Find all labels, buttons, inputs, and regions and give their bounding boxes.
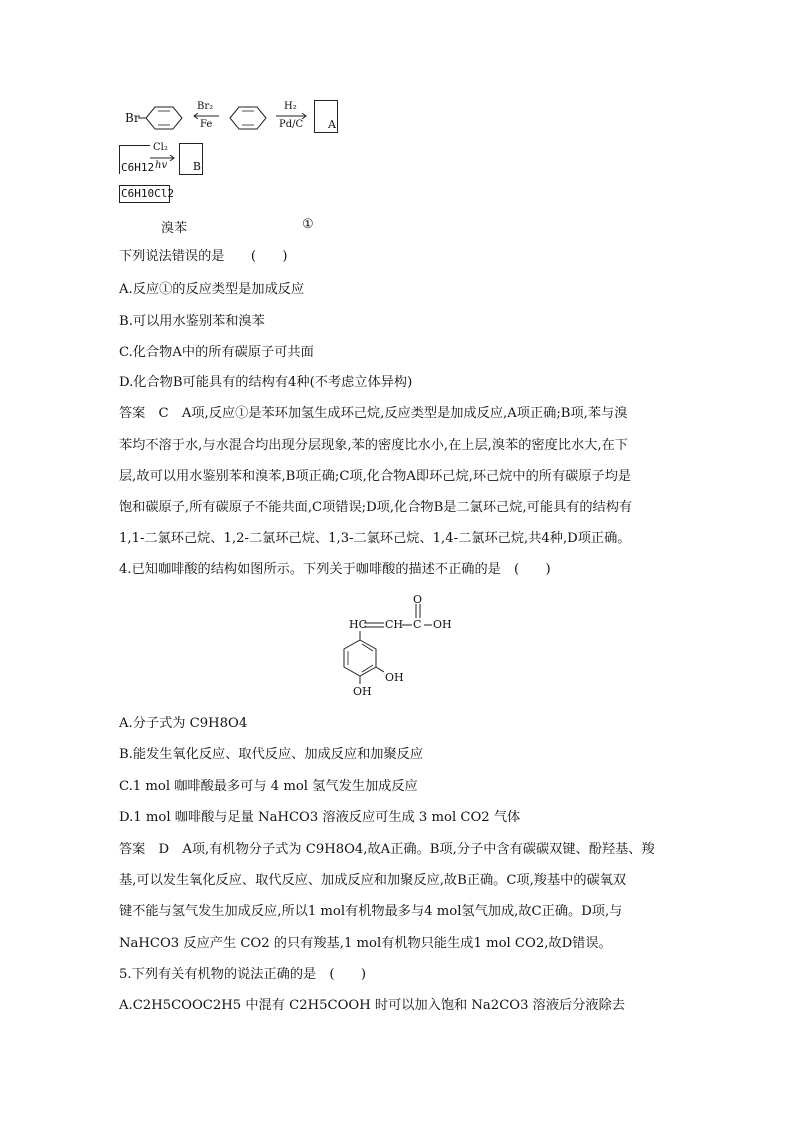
compound-a-label: A	[328, 118, 336, 131]
c6h12-formula: C6H12	[121, 161, 155, 174]
compound-a-box	[314, 100, 338, 133]
h2-reagent: H₂	[284, 101, 297, 112]
bromobenzene-label: 溴苯	[161, 221, 188, 236]
q3-answer-line: 饱和碳原子,所有碳原子不能共面,C项错误;D项,化合物B是二氯环己烷,可能具有的结构有	[119, 500, 633, 515]
compound-b-label: B	[192, 160, 201, 173]
q4-option-c: C.1 mol 咖啡酸最多可与 4 mol 氢气发生加成反应	[119, 779, 418, 794]
q4-stem: 4.已知咖啡酸的结构如图所示。下列关于咖啡酸的描述不正确的是 ( )	[119, 562, 551, 577]
q4-answer-line: 答案 D A项,有机物分子式为 C9H8O4,故A正确。B项,分子中含有碳碳双键、酚羟基、羧	[119, 842, 655, 857]
cl2-reagent: Cl₂	[153, 142, 168, 153]
ring-oh-label: OH	[385, 671, 404, 684]
q4-answer-line: 键不能与氢气发生加成反应,所以1 mol有机物最多与4 mol氢气加成,故C正确。D项,与	[119, 904, 623, 919]
c6h10cl2-formula: C6H10Cl2	[121, 187, 174, 200]
q3-option-b: B.可以用水鉴别苯和溴苯	[119, 314, 265, 329]
ch-label: CH	[385, 618, 404, 631]
reaction-1-label: ①	[302, 217, 314, 232]
bromobenzene-ring-icon	[138, 103, 190, 133]
pdc-catalyst: Pd/C	[279, 119, 304, 130]
q4-option-a: A.分子式为 C9H8O4	[119, 716, 248, 731]
q5-stem: 5.下列有关有机物的说法正确的是 ( )	[119, 967, 367, 982]
q4-option-d: D.1 mol 咖啡酸与足量 NaHCO3 溶液反应可生成 3 mol CO2 气体	[119, 810, 521, 825]
q4-answer-line: 基,可以发生氧化反应、取代反应、加成反应和加聚反应,故B正确。C项,羧基中的碳氧双	[119, 873, 627, 888]
q3-option-d: D.化合物B可能具有的结构有4种(不考虑立体异构)	[119, 375, 413, 390]
q4-option-b: B.能发生氧化反应、取代反应、加成反应和加聚反应	[119, 747, 424, 762]
ring-oh-label: OH	[353, 685, 372, 698]
q3-answer-line: 层,故可以用水鉴别苯和溴苯,B项正确;C项,化合物A即环己烷,环己烷中的所有碳原子均是	[119, 469, 632, 484]
q3-answer-line: 答案 C A项,反应①是苯环加氢生成环己烷,反应类型是加成反应,A项正确;B项,苯与溴	[119, 406, 628, 421]
q3-answer-line: 1,1-二氯环己烷、1,2-二氯环己烷、1,3-二氯环己烷、1,4-二氯环己烷,共4种,D项正确。	[119, 531, 631, 546]
q5-option-a: A.C2H5COOC2H5 中混有 C2H5COOH 时可以加入饱和 Na2CO3 溶液后分液除去	[119, 998, 625, 1013]
q3-answer-line: 苯均不溶于水,与水混合均出现分层现象,苯的密度比水小,在上层,溴苯的密度比水大,在下	[119, 438, 628, 453]
acid-oh-label: OH	[433, 618, 452, 631]
br-label: Br	[125, 111, 140, 125]
benzene-ring-icon	[228, 103, 274, 133]
hv-condition: hv	[155, 160, 168, 171]
fe-catalyst: Fe	[200, 119, 213, 130]
c6h10cl2-box	[119, 185, 174, 203]
carbonyl-o-label: O	[413, 593, 423, 606]
br2-reagent: Br₂	[197, 101, 214, 112]
q3-option-a: A.反应①的反应类型是加成反应	[119, 282, 305, 297]
q3-option-c: C.化合物A中的所有碳原子可共面	[119, 345, 314, 360]
q4-answer-line: NaHCO3 反应产生 CO2 的只有羧基,1 mol有机物只能生成1 mol CO2,故D错误。	[119, 936, 612, 951]
c6h12-box	[119, 145, 155, 174]
q3-stem: 下列说法错误的是 ( )	[119, 249, 288, 264]
hc-label: HC	[349, 618, 368, 631]
carboxyl-c-label: C	[413, 618, 422, 631]
compound-b-box	[179, 143, 203, 175]
